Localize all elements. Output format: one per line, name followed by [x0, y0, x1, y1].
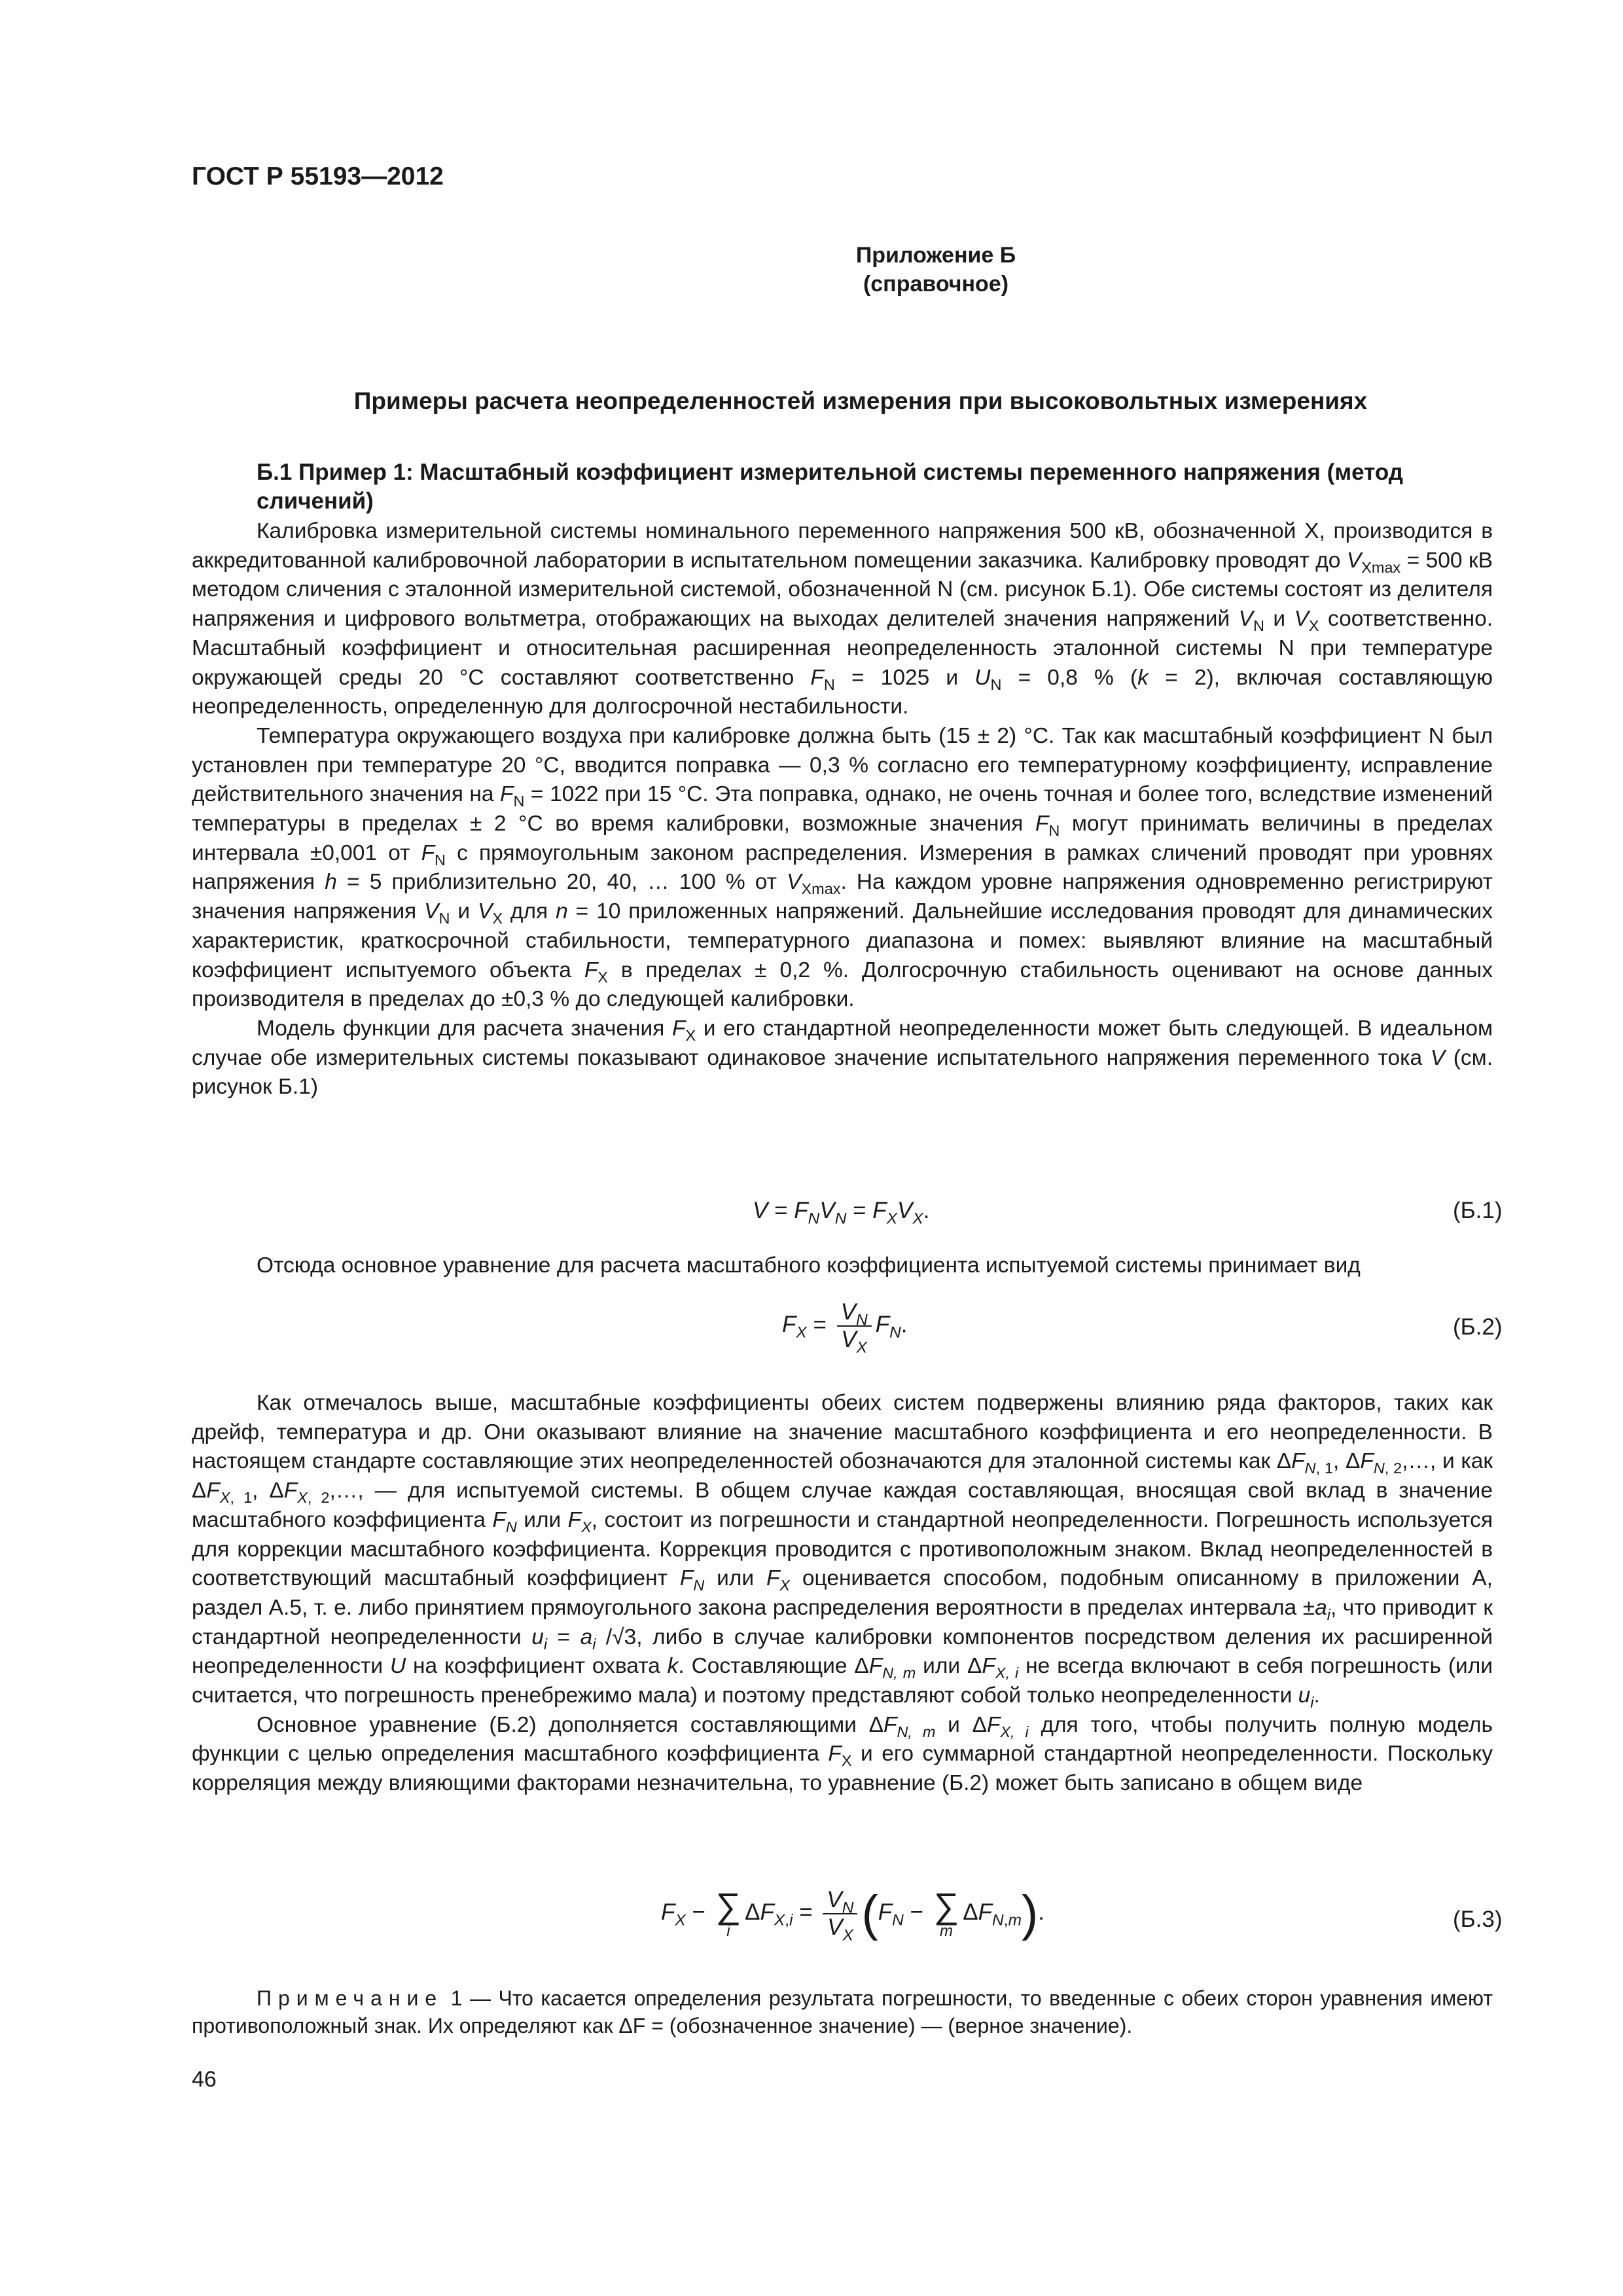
equation-b2: $F_X$ = $\frac{V_N}{V_X}$ $F_N$.	[782, 1299, 908, 1357]
note-label: Примечание	[257, 1986, 444, 2010]
paragraph-5: Как отмечалось выше, масштабные коэффициенты обеих систем подвержены влиянию ряда факторов, таких как дрейф, температура и др. Они оказывают влияние на значение масштабного коэффициента и его неопределенности. В настоящем стандарте составляющие этих неопределенностей обозначаются для эталонной системы как $\Delta F_{N, 1}$, $\Delta F_{N, 2},\dots$, и как $\Delta F_{X, 1}$, $\Delta F_{X, 2},\dots$, — для испытуемой системы. В общем случае каждая составляющая, вносящая свой вклад в значение масштабного коэффициента $F_N$ или $F_X$, состоит из погрешности и стандартной неопределенности. Погрешность используется для коррекции масштабного коэффициента. Коррекция проводится с противоположным знаком. Вклад неопределенностей в соответствующий масштабный коэффициент $F_N$ или $F_X$ оценивается способом, подобным описанному в приложении А, раздел А.5, т. е. либо принятием прямоугольного закона распределения вероятности в пределах интервала $\pm a_i$, что приводит к стандартной неопределенности $u_i = a_i$ /√3, либо в случае калибровки компонентов посредством деления их расширенной неопределенности U на коэффициент охвата k. Составляющие $\Delta F_{N, m}$ или $\Delta F_{X, i}$ не всегда включают в себя погрешность (или считается, что погрешность пренебрежимо мала) и поэтому представляют собой только неопределенности $u_i$.	[192, 1391, 1493, 1712]
equation-b1-number: (Б.1)	[1453, 1198, 1503, 1223]
annex-heading	[0, 241, 1623, 298]
body-text-block-2	[192, 1251, 1493, 1281]
paragraph-4: Отсюда основное уравнение для расчета масштабного коэффициента испытуемой системы принимает вид	[257, 1253, 1361, 1278]
paragraph-1: Калибровка измерительной системы номинального переменного напряжения 500 кВ, обозначенной X, производится в аккредитованной калибровочной лаборатории в испытательном помещении заказчика. Калибровку проводят до $V_{Xmax} = 500$ кВ методом сличения с эталонной измерительной системой, обозначенной N (см. рисунок Б.1). Обе системы состоят из делителя напряжения и цифрового вольтметра, отображающих на выходах делителей значения напряжений $V_N$ и $V_X$ соответственно. Масштабный коэффициент и относительная расширенная неопределенность эталонной системы N при температуре окружающей среды 20 °C составляют соответственно $F_N = 1025$ и $U_N = 0,8$ % (k = 2), включая составляющую неопределенность, определенную для долгосрочной нестабильности.	[192, 519, 1493, 719]
main-title: Примеры расчета неопределенностей измерения при высоковольтных измерениях	[353, 387, 1368, 414]
note-1: Примечание 1 — Что касается определения результата погрешности, то введенные с обеих сторон уравнения имеют противоположный знак. Их определяют как ΔF = (обозначенное значение) — (верное значение).	[192, 1986, 1493, 2037]
paragraph-6: Основное уравнение (Б.2) дополняется составляющими $\Delta F_{N, m}$ и $\Delta F_{X, i}$ для того, чтобы получить полную модель функции с целью определения масштабного коэффициента $F_X$ и его суммарной стандартной неопределенности. Поскольку корреляция между влияющими факторами незначительна, то уравнение (Б.2) может быть записано в общем виде	[192, 1712, 1493, 1796]
section-title: Б.1 Пример 1: Масштабный коэффициент измерительной системы переменного напряжения (метод сличений)	[257, 459, 1403, 514]
body-text-block-1	[192, 517, 1493, 1102]
equation-b3: $F_X$ − ∑ i $\Delta F_{X,i}$ = $\frac{V_N}{V_X}$ ($F_N$ − ∑ m $\Delta F_{N,m}$).	[661, 1886, 1045, 1945]
annex-title: Приложение Б	[855, 243, 1016, 268]
paragraph-3: Модель функции для расчета значения $F_X$ и его стандартной неопределенности может быть следующей. В идеальном случае обе измерительных системы показывают одинаковое значение испытательного напряжения переменного тока V (см. рисунок Б.1)	[192, 1016, 1493, 1100]
note-text: Что касается определения результата погрешности, то введенные с обеих сторон уравнения имеют противоположный знак. Их определяют как ΔF = (обозначенное значение) — (верное значение).	[192, 1986, 1493, 2037]
page-number: 46	[192, 2067, 217, 2092]
equation-b1: $V = F_NV_N = F_XV_X$.	[753, 1198, 930, 1228]
annex-subtitle: (справочное)	[863, 272, 1009, 296]
paragraph-2: Температура окружающего воздуха при калибровке должна быть (15 ± 2) °C. Так как масштабный коэффициент N был установлен при температуре 20 °C, вводится поправка — 0,3 % согласно его температурному коэффициенту, исправление действительного значения на $F_N = 1022$ при 15 °C. Эта поправка, однако, не очень точная и более того, вследствие изменений температуры в пределах ± 2 °C во время калибровки, возможные значения $F_N$ могут принимать величины в пределах интервала ±0,001 от $F_N$ с прямоугольным законом распределения. Измерения в рамках сличений проводят при уровнях напряжения h = 5 приблизительно 20, 40, … 100 % от $V_{Xmax}$. На каждом уровне напряжения одновременно регистрируют значения напряжения $V_N$ и $V_X$ для n = 10 приложенных напряжений. Дальнейшие исследования проводят для динамических характеристик, краткосрочной стабильности, температурного диапазона и помех: выявляют влияние на масштабный коэффициент испытуемого объекта $F_X$ в пределах ± 0,2 %. Долгосрочную стабильность оценивают на основе данных производителя в пределах до ±0,3 % до следующей калибровки.	[192, 723, 1493, 1012]
standard-header: ГОСТ Р 55193—2012	[192, 162, 444, 190]
equation-b3-number: (Б.3)	[1453, 1907, 1503, 1932]
body-text-block-3	[192, 1389, 1493, 1799]
equation-b2-number: (Б.2)	[1453, 1314, 1503, 1340]
